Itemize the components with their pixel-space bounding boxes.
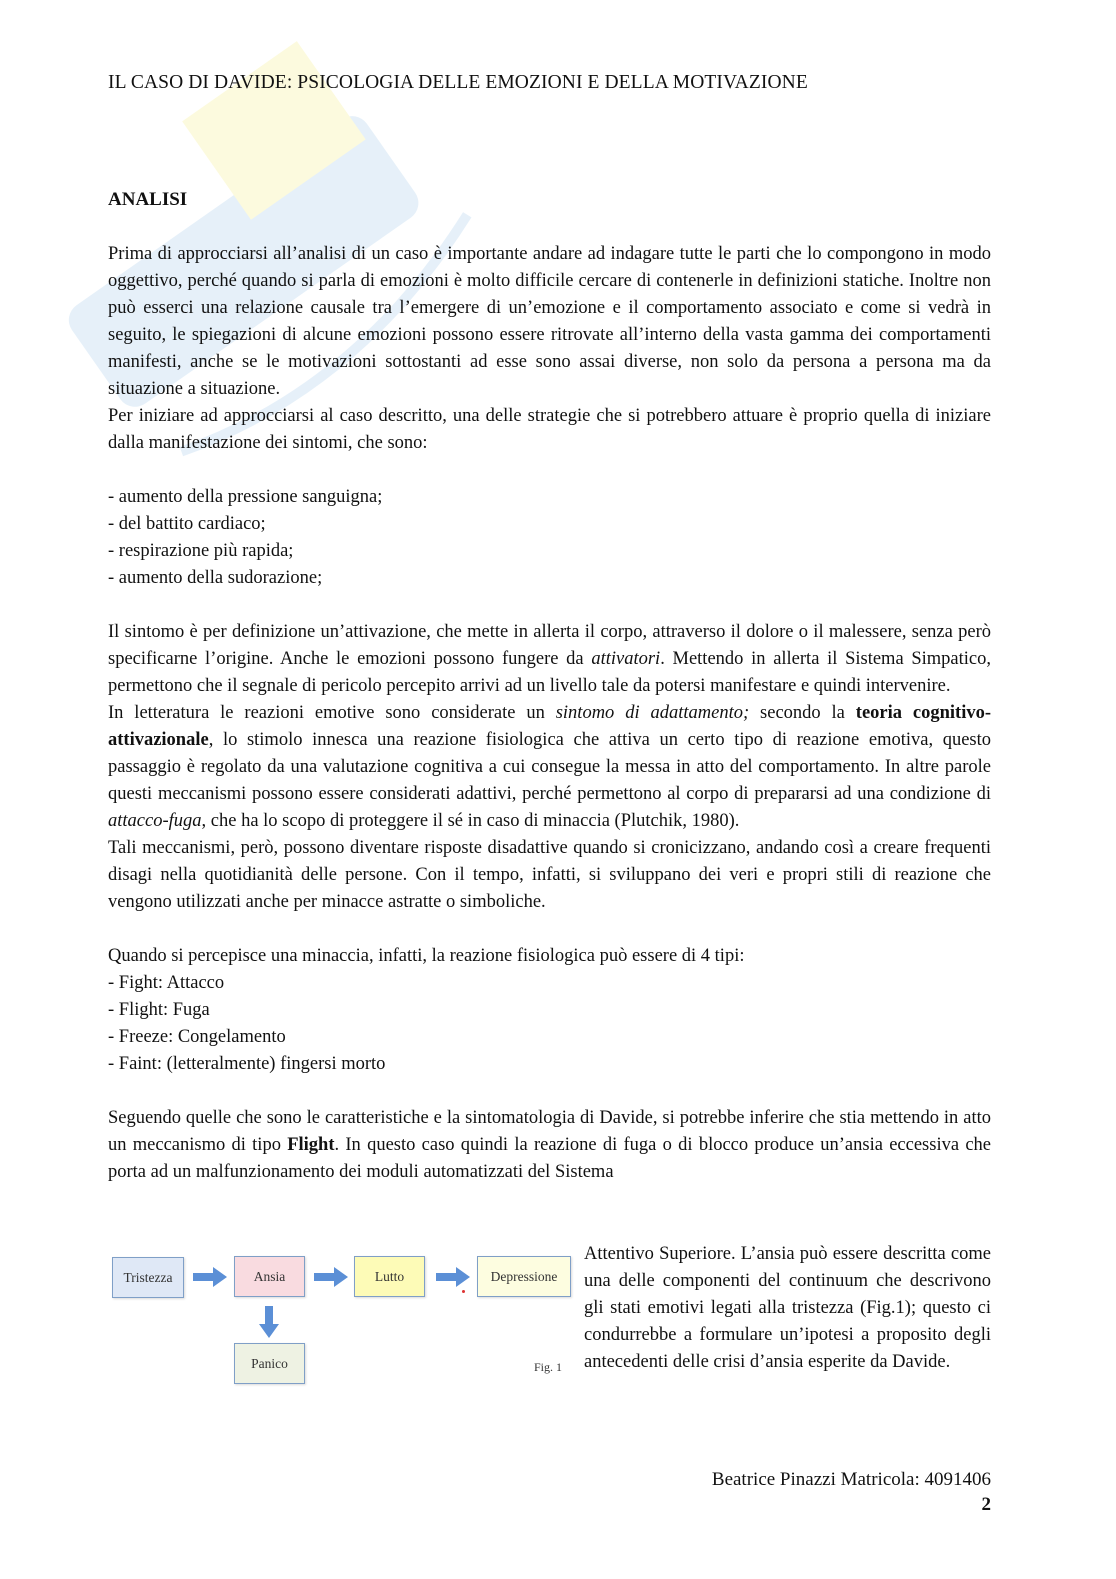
box-depressione: Depressione [477, 1256, 571, 1297]
box-tristezza: Tristezza [112, 1257, 184, 1298]
figure-caption: Fig. 1 [534, 1360, 563, 1374]
list-item: - Faint: (letteralmente) fingersi morto [108, 1054, 386, 1074]
page-header: IL CASO DI DAVIDE: PSICOLOGIA DELLE EMOZIONI E DELLA MOTIVAZIONE [108, 72, 808, 93]
list-item: - Freeze: Congelamento [108, 1027, 286, 1047]
paragraph-2: Per iniziare ad approcciarsi al caso descritto, una delle strategie che si potrebbero attuare è proprio quella di iniziare dalla manifestazione dei sintomi, che sono: [108, 406, 991, 453]
arrow-right-icon [314, 1267, 348, 1287]
list-item: - aumento della sudorazione; [108, 568, 323, 588]
list-item: - Fight: Attacco [108, 973, 225, 993]
paragraph-6: Quando si percepisce una minaccia, infatti, la reazione fisiologica può essere di 4 tipi: [108, 946, 745, 966]
symptom-list [108, 484, 991, 592]
paragraph-3: Il sintomo è per definizione un’attivazione, che mette in allerta il corpo, attraverso il dolore o il malessere, senza però specificarne l’origine. Anche le emozioni possono fungere da attivatori. Mettendo in allerta il Sistema Simpatico, permettono che il segnale di pericolo percepito arrivi ad un livello tale da potersi manifestare e quindi intervenire. [108, 622, 991, 696]
list-item: - aumento della pressione sanguigna; [108, 487, 383, 507]
body-text [108, 241, 991, 1186]
arrow-right-icon [436, 1267, 470, 1287]
red-dot [462, 1290, 465, 1293]
arrow-right-icon [193, 1267, 227, 1287]
section-title: ANALISI [108, 189, 188, 210]
paragraph-7-continued: Attentivo Superiore. L’ansia può essere descritta come una delle componenti del continuum che descrivono gli stati emotivi legati alla tristezza (Fig.1); questo ci condurrebbe a formulare un’ipotesi a proposito degli antecedenti delle crisi d’ansia esperite da Davide. [584, 1244, 991, 1372]
footer-author: Beatrice Pinazzi Matricola: 4091406 [711, 1469, 991, 1490]
paragraph-5: Tali meccanismi, però, possono diventare risposte disadattive quando si cronicizzano, andando così a creare frequenti disagi nella quotidianità delle persone. Con il tempo, infatti, si sviluppano dei veri e propri stili di reazione che vengono utilizzati anche per minacce astratte o simboliche. [108, 838, 991, 912]
box-ansia: Ansia [234, 1256, 305, 1297]
paragraph-7: Seguendo quelle che sono le caratteristiche e la sintomatologia di Davide, si potrebbe inferire che stia mettendo in atto un meccanismo di tipo Flight. In questo caso quindi la reazione di fuga o di blocco produce un’ansia eccessiva che porta ad un malfunzionamento dei moduli automatizzati del Sistema [108, 1108, 991, 1182]
list-item: - del battito cardiaco; [108, 514, 266, 534]
page-number: 2 [981, 1494, 991, 1515]
box-panico: Panico [234, 1343, 305, 1384]
box-lutto: Lutto [354, 1256, 425, 1297]
paragraph-4: In letteratura le reazioni emotive sono considerate un sintomo di adattamento; secondo la teoria cognitivo-attivazionale, lo stimolo innesca una reazione fisiologica che attiva un certo tipo di reazione emotiva, questo passaggio è regolato da una valutazione cognitiva a cui consegue la messa in atto del comportamento. In altre parole questi meccanismi possono essere considerati adattivi, perché permettono al corpo di prepararsi ad una condizione di attacco-fuga, che ha lo scopo di proteggere il sé in caso di minaccia (Plutchik, 1980). [108, 703, 992, 831]
list-item: - Flight: Fuga [108, 1000, 210, 1020]
reaction-list [108, 970, 991, 1078]
paragraph-1: Prima di approcciarsi all’analisi di un caso è importante andare ad indagare tutte le parti che lo compongono in modo oggettivo, perché quando si parla di emozioni è molto difficile cercare di contenerle in definizioni statiche. Inoltre non può esserci una relazione causale tra l’emergere di un’emozione e il comportamento associato e come si vedrà in seguito, le spiegazioni di alcune emozioni possono essere ritrovate all’interno della vasta gamma dei comportamenti manifesti, anche se le motivazioni sottostanti ad esse sono assai diverse, non solo da persona a persona ma da situazione a situazione. [108, 244, 991, 399]
list-item: - respirazione più rapida; [108, 541, 294, 561]
emotion-diagram [108, 1248, 576, 1388]
arrow-down-icon [259, 1306, 279, 1338]
